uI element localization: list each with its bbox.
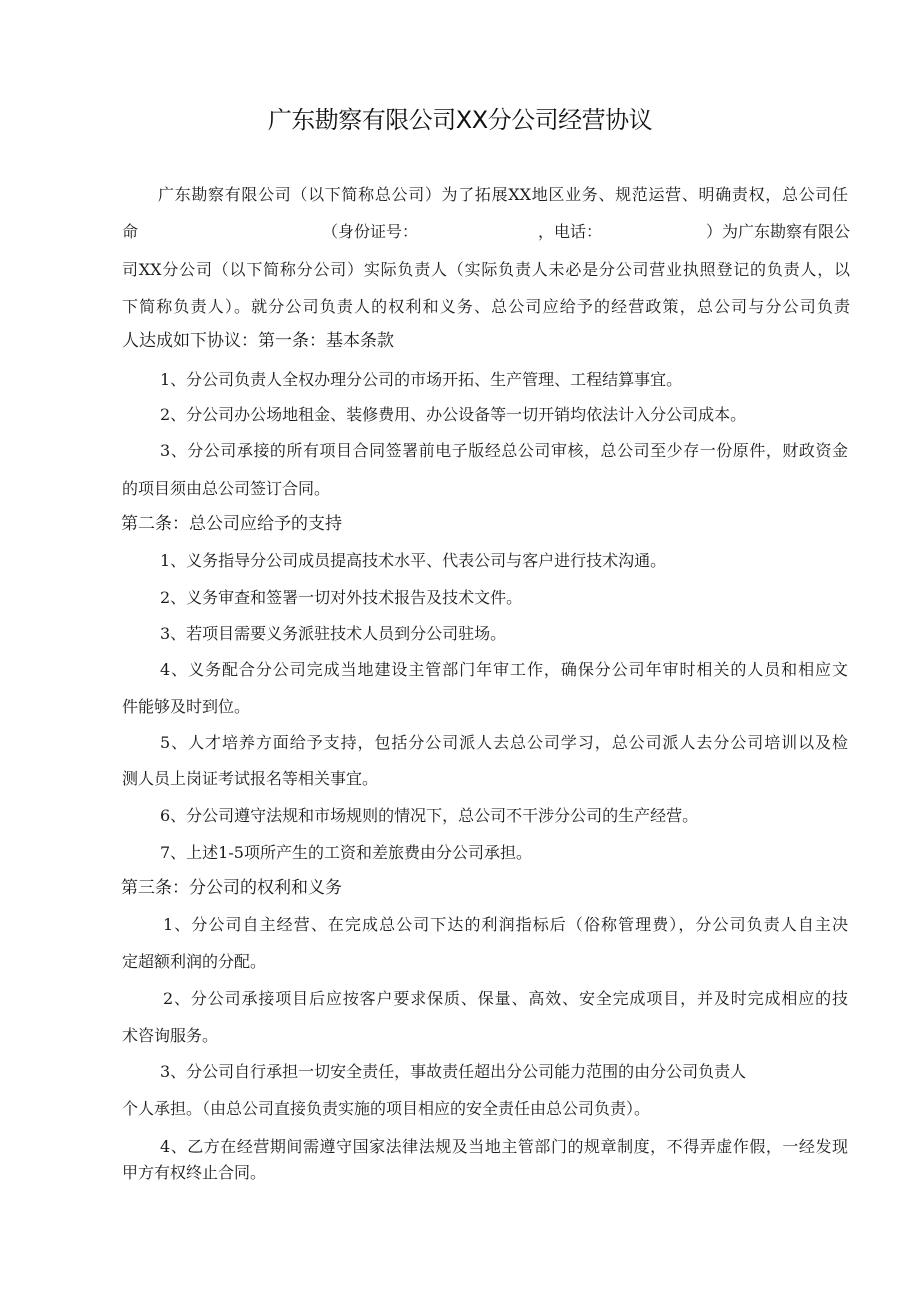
clause-3-1: 1、分公司自主经营、在完成总公司下达的利润指标后（俗称管理费），分公司负责人自主决 — [163, 915, 848, 934]
section-heading-3: 第三条：分公司的权利和义务 — [121, 878, 342, 898]
clause-1-1: 1、分公司负责人全权办理分公司的市场开拓、生产管理、工程结算事宜。 — [160, 370, 683, 389]
paragraph-line: 命 （身份证号： ，电话： ）为广东勘察有限公 — [122, 222, 851, 241]
clause-3-2: 2、分公司承接项目后应按客户要求保质、保量、高效、安全完成项目，并及时完成相应的技 — [163, 989, 848, 1008]
clause-3-4-cont: 甲方有权终止合同。 — [122, 1163, 267, 1182]
clause-3-3-cont: 个人承担。（由总公司直接负责实施的项目相应的安全责任由总公司负责）。 — [122, 1099, 651, 1118]
paragraph-line: 广东勘察有限公司（以下简称总公司）为了拓展XX地区业务、规范运营、明确责权，总公司任 — [158, 185, 848, 204]
clause-2-5-cont: 测人员上岗证考试报名等相关事宜。 — [122, 769, 379, 788]
paragraph-line: 下简称负责人）。就分公司负责人的权利和义务、总公司应给予的经营政策，总公司与分公司负责 — [122, 297, 850, 316]
clause-3-1-cont: 定超额利润的分配。 — [122, 952, 267, 971]
clause-3-4: 4、乙方在经营期间需遵守国家法律法规及当地主管部门的规章制度，不得弄虚作假，一经发现 — [160, 1137, 848, 1156]
section-heading-2: 第二条：总公司应给予的支持 — [121, 514, 342, 534]
clause-3-3: 3、分公司自行承担一切安全责任，事故责任超出分公司能力范围的由分公司负责人 — [160, 1062, 747, 1081]
paragraph-line: 人达成如下协议：第一条：基本条款 — [122, 331, 394, 351]
paragraph-line: 司XX分公司（以下简称分公司）实际负责人（实际负责人未必是分公司营业执照登记的负责人，以 — [122, 260, 850, 279]
clause-3-2-cont: 术咨询服务。 — [122, 1026, 219, 1045]
clause-2-1: 1、义务指导分公司成员提高技术水平、代表公司与客户进行技术沟通。 — [160, 551, 667, 570]
clause-1-2: 2、分公司办公场地租金、装修费用、办公设备等一切开销均依法计入分公司成本。 — [160, 405, 747, 424]
clause-2-3: 3、若项目需要义务派驻技术人员到分公司驻场。 — [160, 624, 507, 643]
clause-2-6: 6、分公司遵守法规和市场规则的情况下，总公司不干涉分公司的生产经营。 — [160, 806, 699, 825]
clause-2-5: 5、人才培养方面给予支持，包括分公司派人去总公司学习，总公司派人去分公司培训以及检 — [160, 733, 848, 752]
clause-2-2: 2、义务审查和签署一切对外技术报告及技术文件。 — [160, 588, 523, 607]
clause-2-4-cont: 件能够及时到位。 — [122, 697, 251, 716]
document-title: 广东勘察有限公司XX分公司经营协议 — [267, 106, 653, 134]
clause-2-4: 4、义务配合分公司完成当地建设主管部门年审工作，确保分公司年审时相关的人员和相应文 — [160, 660, 848, 679]
clause-1-3-cont: 的项目须由总公司签订合同。 — [122, 479, 331, 498]
clause-1-3: 3、分公司承接的所有项目合同签署前电子版经总公司审核，总公司至少存一份原件，财政资金 — [160, 441, 848, 460]
clause-2-7: 7、上述1-5项所产生的工资和差旅费由分公司承担。 — [160, 843, 532, 862]
